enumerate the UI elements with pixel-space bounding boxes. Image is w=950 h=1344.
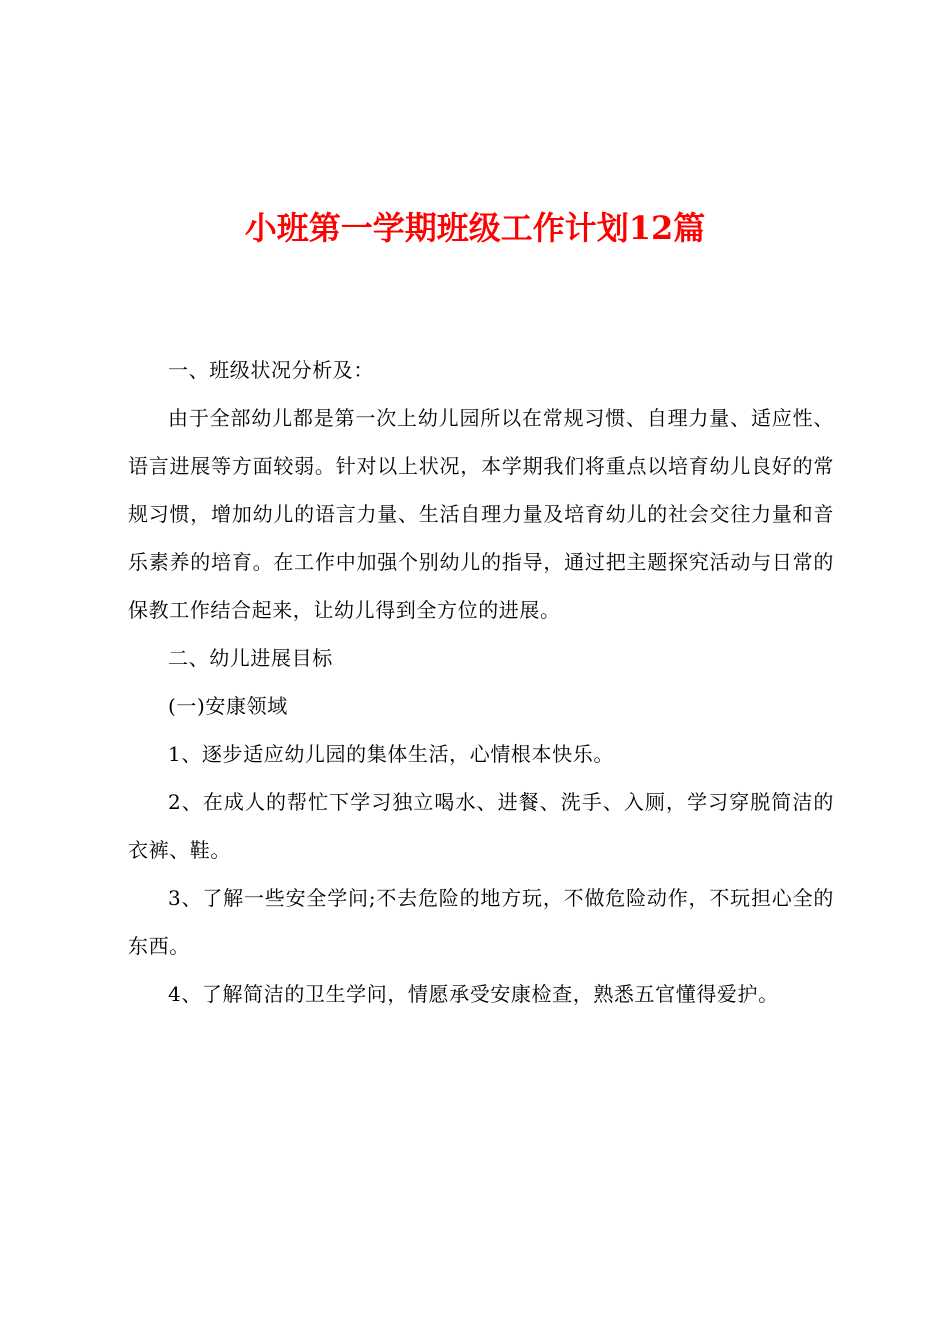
list-item-2: 2、在成人的帮忙下学习独立喝水、进餐、洗手、入厕，学习穿脱简洁的衣裤、鞋。	[128, 790, 834, 862]
document-body	[128, 346, 834, 1018]
section-heading-class-analysis: 一、班级状况分析及：	[168, 358, 374, 382]
list-item-1: 1、逐步适应幼儿园的集体生活，心情根本快乐。	[168, 742, 614, 766]
paragraph-class-analysis: 由于全部幼儿都是第一次上幼儿园所以在常规习惯、自理力量、适应性、语言进展等方面较弱。针对以上状况，本学期我们将重点以培育幼儿良好的常规习惯，增加幼儿的语言力量、生活自理力量及培育幼儿的社会交往力量和音乐素养的培育。在工作中加强个别幼儿的指导，通过把主题探究活动与日常的保教工作结合起来，让幼儿得到全方位的进展。	[128, 406, 834, 622]
list-item-3: 3、了解一些安全学问;不去危险的地方玩，不做危险动作，不玩担心全的东西。	[128, 886, 834, 958]
subsection-heading-health: (一)安康领域	[168, 694, 288, 718]
list-item-4: 4、了解简洁的卫生学问，情愿承受安康检查，熟悉五官懂得爱护。	[168, 982, 779, 1006]
section-heading-development-goals: 二、幼儿进展目标	[168, 646, 333, 670]
document-title: 小班第一学期班级工作计划12篇	[244, 209, 706, 247]
